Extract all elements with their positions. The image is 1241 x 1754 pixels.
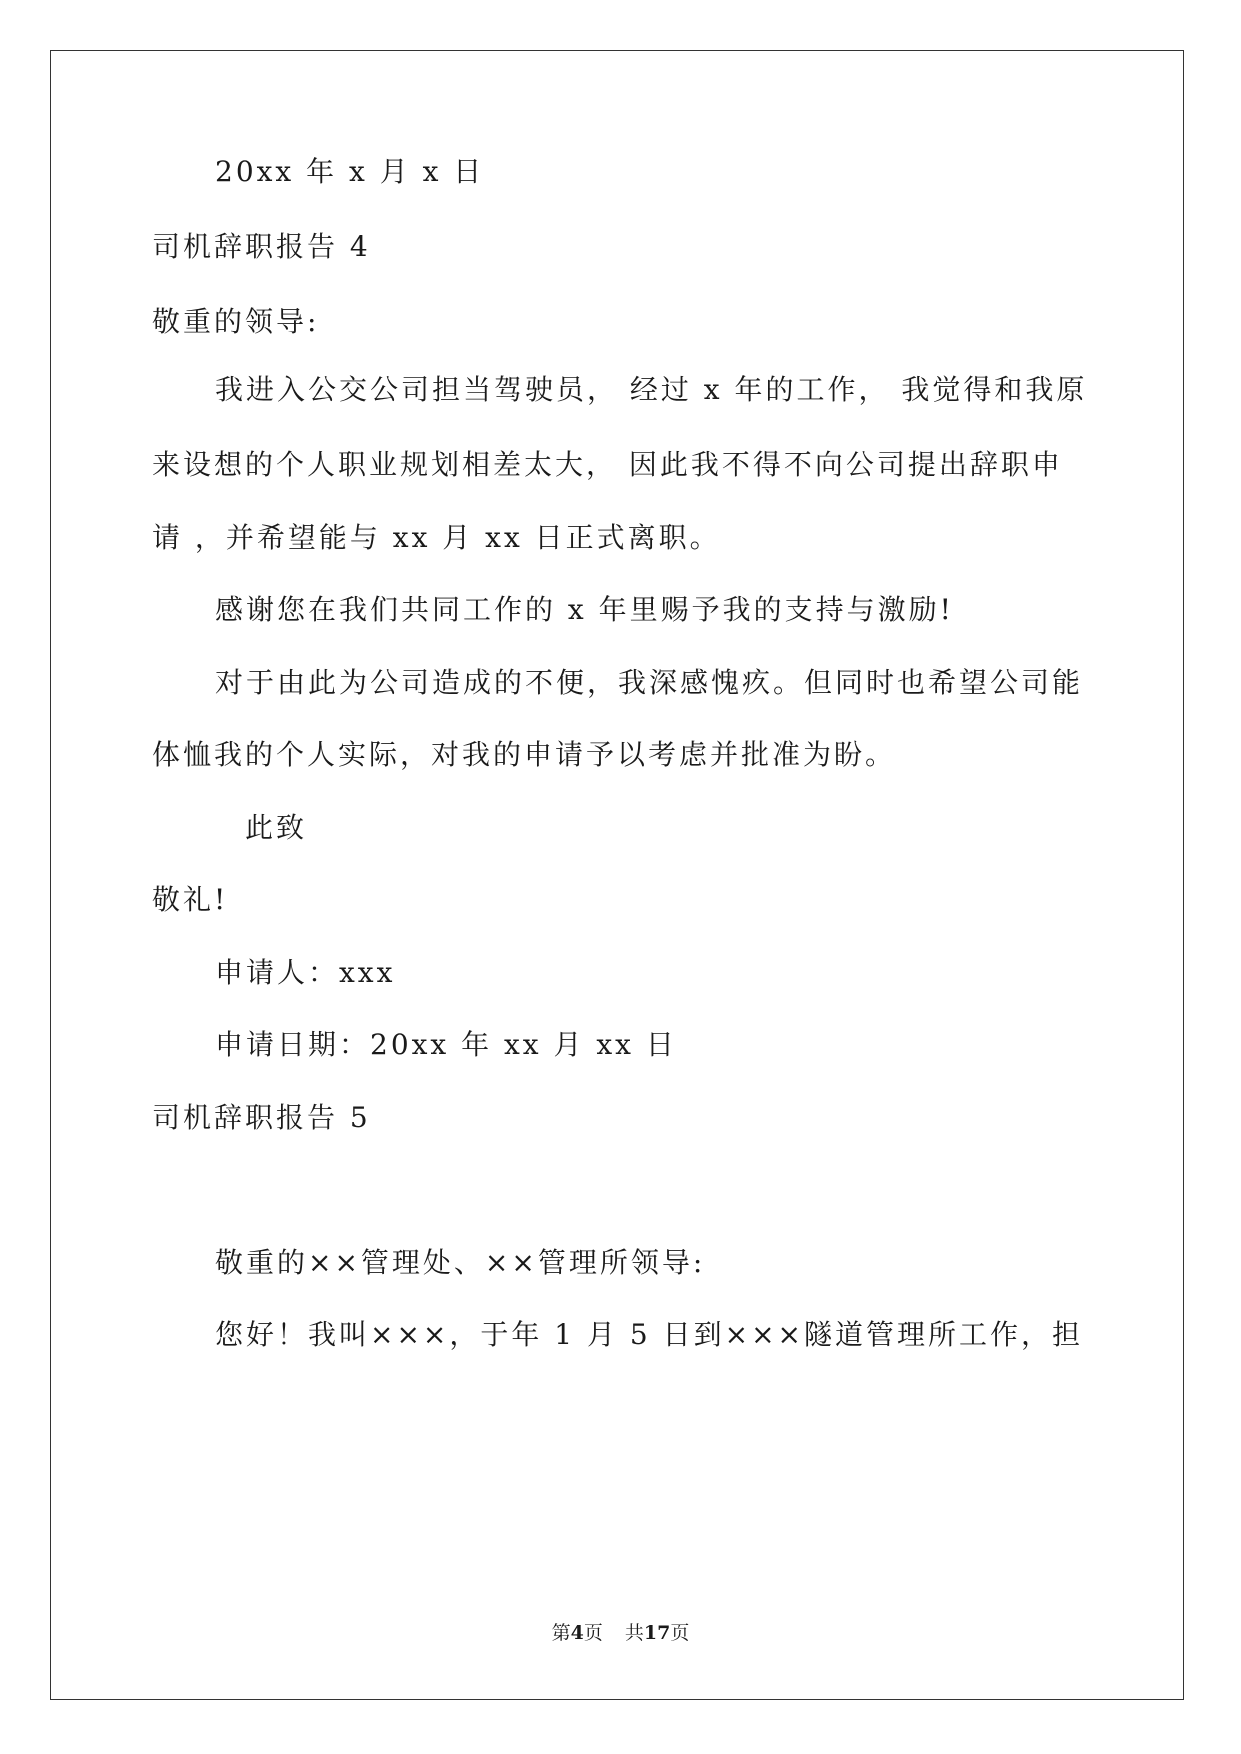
application-date-line: 申请日期：20xx 年 xx 月 xx 日 [215, 1028, 677, 1061]
closing-cizhi: 此致 [245, 811, 308, 844]
footer-page-suffix: 页 [583, 1622, 603, 1644]
salutation-2: 敬重的××管理处、××管理所领导: [215, 1246, 706, 1279]
salutation: 敬重的领导: [152, 305, 320, 338]
body-paragraph-2: 感谢您在我们共同工作的 x 年里赐予我的支持与激励! [215, 593, 954, 626]
footer-prefix: 第 [551, 1622, 571, 1644]
body-paragraph-4-line-1: 您好！我叫×××，于年 1 月 5 日到×××隧道管理所工作，担 [215, 1318, 1083, 1351]
page-border [50, 50, 1184, 1700]
footer-current-page: 4 [570, 1622, 584, 1644]
footer-total-suffix: 页 [670, 1622, 690, 1644]
footer-total-pages: 17 [643, 1622, 671, 1644]
footer-total-prefix: 共 [624, 1622, 644, 1644]
closing-jingli: 敬礼! [152, 883, 229, 916]
page-footer [0, 1620, 1241, 1646]
body-paragraph-1-line-3: 请 ，并希望能与 xx 月 xx 日正式离职。 [152, 521, 721, 554]
section-heading-5: 司机辞职报告 5 [152, 1101, 371, 1134]
body-paragraph-1-line-2: 来设想的个人职业规划相差太大， 因此我不得不向公司提出辞职申 [152, 448, 1063, 481]
section-heading-4: 司机辞职报告 4 [152, 230, 371, 263]
applicant-line: 申请人：xxx [215, 956, 396, 989]
date-line: 20xx 年 x 月 x 日 [215, 155, 485, 188]
body-paragraph-3-line-1: 对于由此为公司造成的不便，我深感愧疚。但同时也希望公司能 [215, 666, 1084, 699]
body-paragraph-3-line-2: 体恤我的个人实际，对我的申请予以考虑并批准为盼。 [152, 738, 897, 771]
body-paragraph-1-line-1: 我进入公交公司担当驾驶员， 经过 x 年的工作， 我觉得和我原 [215, 373, 1088, 406]
